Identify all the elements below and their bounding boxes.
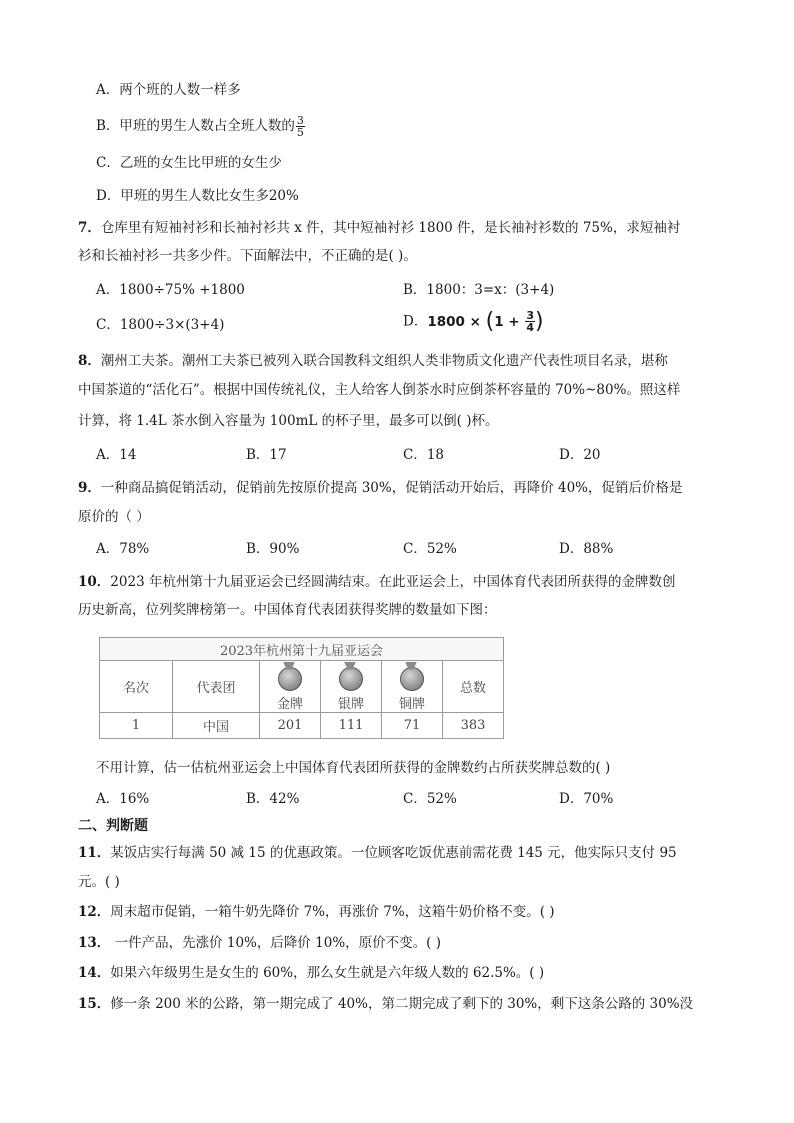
q6-option-d: D．甲班的男生人数比女生多20% — [96, 188, 299, 204]
q8-option-b: B．17 — [246, 447, 287, 463]
q10-option-d: D．70% — [559, 791, 614, 807]
q9-option-d: D．88% — [559, 541, 614, 557]
q7-option-b: B．1800：3=x：(3+4) — [403, 282, 555, 298]
silver-label: 银牌 — [337, 696, 364, 712]
q11-line2: 元。( ) — [78, 874, 120, 890]
q12-line1 — [78, 902, 555, 922]
q8-option-c: C．18 — [403, 447, 445, 463]
q9-option-b: B．90% — [246, 541, 300, 557]
fraction-numerator: 3 — [296, 114, 304, 127]
header-bronze — [382, 661, 443, 713]
q7-option-d-formula: 1800 × (1 + $\frac{3}{4}$ ) — [427, 308, 544, 334]
q7-option-c: C．1800÷3×(3+4) — [96, 317, 225, 333]
cell-bronze: 71 — [382, 713, 443, 739]
q11-line1 — [78, 843, 677, 863]
q13-line1 — [78, 933, 441, 953]
q8-text1: 潮州工夫茶。潮州工夫茶已被列入联合国教科文组织人类非物质文化遗产代表性项目名录，堪称 — [100, 353, 668, 369]
fraction-numerator: 3 — [526, 309, 534, 322]
q11-number: 11． — [78, 845, 111, 861]
q9-number: 9． — [78, 480, 101, 496]
section-title-judgement: 二、判断题 — [78, 818, 148, 834]
q14-text1: 如果六年级男生是女生的 60%，那么女生就是六年级人数的 62.5%。( ) — [110, 965, 545, 981]
q8-line1 — [78, 351, 668, 371]
q9-option-c: C．52% — [403, 541, 457, 557]
header-gold — [260, 661, 321, 713]
cell-total: 383 — [443, 713, 504, 739]
cell-gold: 201 — [260, 713, 321, 739]
q7-text1: 仓库里有短袖衬衫和长袖衬衫共 x 件，其中短袖衬衫 1800 件，是长袖衬衫数的 75%，求短袖衬 — [100, 220, 681, 236]
gold-medal-icon — [278, 667, 302, 691]
q7-option-d-fraction — [525, 310, 535, 333]
q6-option-b — [96, 115, 305, 138]
fraction-denominator: 5 — [296, 126, 304, 139]
header-delegation: 代表团 — [173, 661, 260, 713]
q9-option-a: A．78% — [96, 541, 150, 557]
formula-part-b: 1 + — [494, 313, 525, 330]
q10-option-b: B．42% — [246, 791, 300, 807]
q8-line2: 中国茶道的“活化石”。根据中国传统礼仪，主人给客人倒茶水时应倒茶杯容量的 70%~80%。照这样 — [78, 382, 681, 398]
q10-line1 — [78, 572, 675, 592]
q9-line1 — [78, 478, 683, 498]
q7-option-a: A．1800÷75% +1800 — [96, 282, 245, 298]
q6-option-c: C．乙班的女生比甲班的女生少 — [96, 155, 282, 171]
q10-text1: 2023 年杭州第十九届亚运会已经圆满结束。在此亚运会上，中国体育代表团所获得的金牌数创 — [110, 574, 676, 590]
medal-table-header-row — [100, 661, 504, 713]
q15-number: 15． — [78, 996, 111, 1012]
bronze-medal-icon — [400, 667, 424, 691]
cell-delegation: 中国 — [173, 713, 260, 739]
q7-line1 — [78, 218, 680, 238]
q7-option-d — [403, 310, 544, 333]
table-row — [100, 713, 504, 739]
header-rank: 名次 — [100, 661, 173, 713]
q7-line2: 衫和长袖衬衫一共多少件。下面解法中，不正确的是( )。 — [78, 248, 417, 264]
medal-table — [99, 637, 504, 739]
q14-line1 — [78, 963, 544, 983]
gold-label: 金牌 — [276, 696, 303, 712]
q10-line3: 不用计算，估一估杭州亚运会上中国体育代表团所获得的金牌数约占所获奖牌总数的( ) — [96, 760, 611, 776]
q12-number: 12． — [78, 904, 111, 920]
q10-line2: 历史新高，位列奖牌榜第一。中国体育代表团获得奖牌的数量如下图： — [78, 602, 497, 618]
q7-option-d-label: D． — [403, 313, 428, 330]
q13-text1: 一件产品，先涨价 10%，后降价 10%，原价不变。( ) — [110, 935, 442, 951]
q10-option-a: A．16% — [96, 791, 150, 807]
bronze-label: 铜牌 — [398, 696, 425, 712]
q15-text1: 修一条 200 米的公路，第一期完成了 40%，第二期完成了剩下的 30%，剩下这条公路的 30%没 — [110, 996, 694, 1012]
fraction-denominator: 4 — [526, 321, 534, 334]
q9-line2: 原价的（ ） — [78, 509, 150, 525]
q15-line1 — [78, 994, 693, 1014]
q8-option-d: D．20 — [559, 447, 601, 463]
header-total: 总数 — [443, 661, 504, 713]
q8-line3: 计算，将 1.4L 茶水倒入容量为 100mL 的杯子里，最多可以倒( )杯。 — [78, 413, 499, 429]
cell-rank: 1 — [100, 713, 173, 739]
q7-number: 7． — [78, 220, 101, 236]
q10-number: 10． — [78, 574, 111, 590]
q8-option-a: A．14 — [96, 447, 137, 463]
q6-option-b-fraction — [296, 115, 305, 138]
q6-option-a: A．两个班的人数一样多 — [96, 82, 241, 98]
q12-text1: 周末超市促销，一箱牛奶先降价 7%，再涨价 7%，这箱牛奶价格不变。( ) — [110, 904, 555, 920]
medal-table-caption: 2023年杭州第十九届亚运会 — [100, 638, 504, 661]
q11-text1: 某饭店实行每满 50 减 15 的优惠政策。一位顾客吃饭优惠前需花费 145 元，他实际只支付 95 — [110, 845, 677, 861]
q13-number: 13． — [78, 935, 111, 951]
cell-silver: 111 — [321, 713, 382, 739]
q9-text1: 一种商品搞促销活动，促销前先按原价提高 30%，促销活动开始后，再降价 40%，促销后价格是 — [100, 480, 683, 496]
q8-number: 8． — [78, 353, 101, 369]
q10-option-c: C．52% — [403, 791, 457, 807]
silver-medal-icon — [339, 667, 363, 691]
q6-option-b-text: B．甲班的男生人数占全班人数的 — [96, 118, 295, 134]
header-silver — [321, 661, 382, 713]
q14-number: 14． — [78, 965, 111, 981]
formula-part-a: 1800 × — [427, 313, 486, 330]
